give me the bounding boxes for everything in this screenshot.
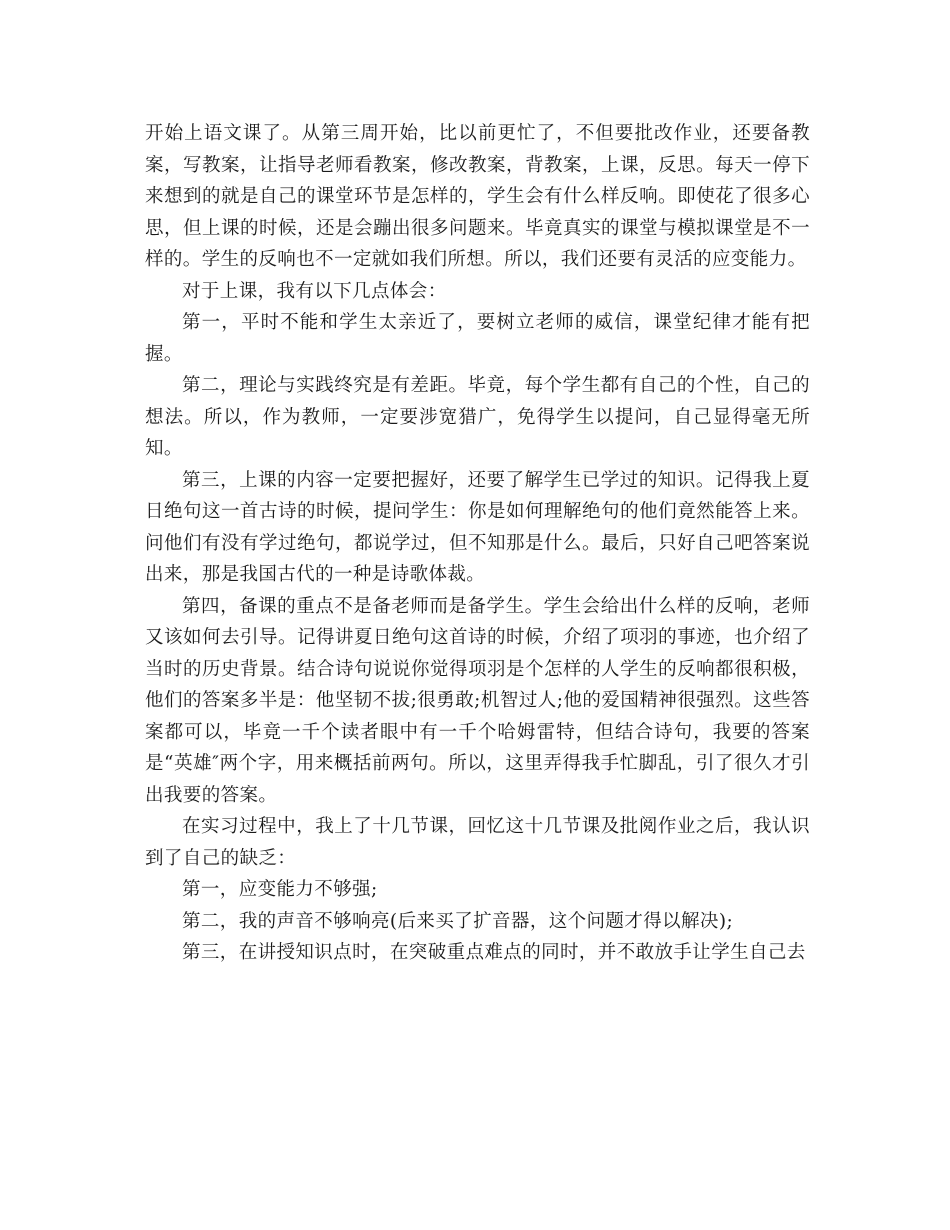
paragraph: 第三，在讲授知识点时，在突破重点难点的同时，并不敢放手让学生自己去 [182,942,806,963]
paragraph: 第二，理论与实践终究是有差距。毕竟，每个学生都有自己的个性，自己的想法。所以，作为教师，一定要涉宽猎广，免得学生以提问，自己显得毫无所知。 [145,375,810,459]
document-body [145,118,810,969]
paragraph: 第一，平时不能和学生太亲近了，要树立老师的威信，课堂纪律才能有把握。 [145,312,810,365]
paragraph: 第一，应变能力不够强; [182,879,378,900]
paragraph: 第二，我的声音不够响亮(后来买了扩音器，这个问题才得以解决); [182,910,734,932]
paragraph: 在实习过程中，我上了十几节课，回忆这十几节课及批阅作业之后，我认识到了自己的缺乏： [145,816,810,869]
paragraph: 第三，上课的内容一定要把握好，还要了解学生已学过的知识。记得我上夏日绝句这一首古诗的时候，提问学生：你是如何理解绝句的他们竟然能答上来。问他们有没有学过绝句，都说学过，但不知那是什么。最后，只好自己吧答案说出来，那是我国古代的一种是诗歌体裁。 [145,469,810,585]
paragraph: 开始上语文课了。从第三周开始，比以前更忙了，不但要批改作业，还要备教案，写教案，让指导老师看教案，修改教案，背教案，上课，反思。每天一停下来想到的就是自己的课堂环节是怎样的，学生会有什么样反响。即使花了很多心思，但上课的时候，还是会蹦出很多问题来。毕竟真实的课堂与模拟课堂是不一样的。学生的反响也不一定就如我们所想。所以，我们还要有灵活的应变能力。 [145,123,810,270]
paragraph: 对于上课，我有以下几点体会： [182,280,447,302]
paragraph: 第四，备课的重点不是备老师而是备学生。学生会给出什么样的反响，老师又该如何去引导。记得讲夏日绝句这首诗的时候，介绍了项羽的事迹，也介绍了当时的历史背景。结合诗句说说你觉得项羽是个怎样的人学生的反响都很积极，他们的答案多半是：他坚韧不拔;很勇敢;机智过人;他的爱国精神很强烈。这些答案都可以，毕竟一千个读者眼中有一千个哈姆雷特，但结合诗句，我要的答案是“英雄″两个字，用来概括前两句。所以，这里弄得我手忙脚乱，引了很久才引出我要的答案。 [145,595,810,806]
